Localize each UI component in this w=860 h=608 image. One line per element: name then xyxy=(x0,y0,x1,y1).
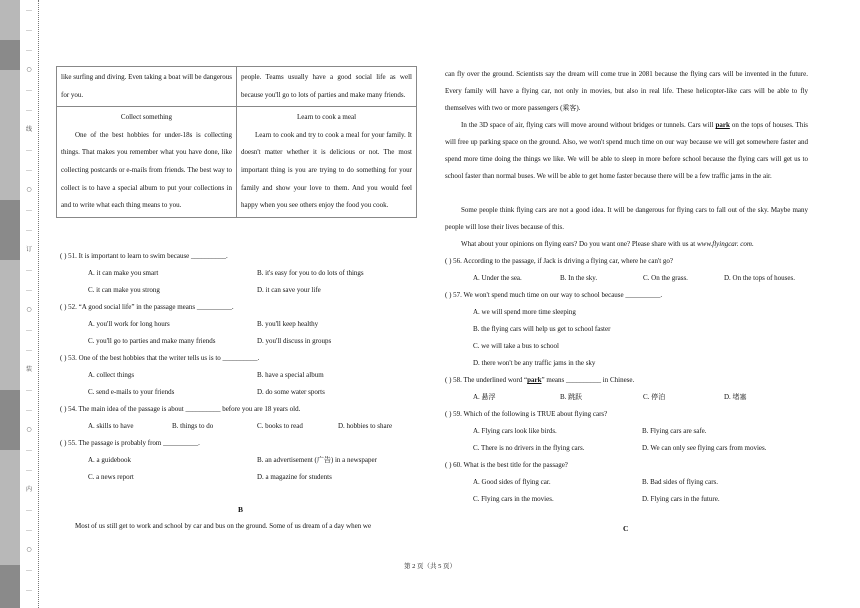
option: D. you'll discuss in groups xyxy=(257,337,332,345)
table-row xyxy=(57,67,417,107)
option: D. do some water sports xyxy=(257,388,325,396)
option: D. a magazine for students xyxy=(257,473,332,481)
option: B. In the sky. xyxy=(560,274,598,282)
table-row xyxy=(57,107,417,218)
passage-paragraph: Some people think flying cars are not a good idea. It will be dangerous for flying cars to fall out of the sky. Maybe many people will lose their lives because of this. xyxy=(445,206,808,231)
cell-text: like surfing and diving. Even taking a boat will be dangerous for you. xyxy=(61,73,232,99)
option: B. it's easy for you to do lots of things xyxy=(257,269,364,277)
cell-text: people. Teams usually have a good social life as well because you'll go to lots of parties and make many friends. xyxy=(241,73,412,99)
underlined-word: park xyxy=(715,121,730,129)
option: A. Flying cars look like birds. xyxy=(473,427,557,435)
option: B. have a special album xyxy=(257,371,324,379)
option: A. Good sides of flying car. xyxy=(473,478,551,486)
question-stem: ( ) 60. What is the best title for the passage? xyxy=(445,461,568,469)
option: B. Bad sides of flying cars. xyxy=(642,478,719,486)
question-stem: ( ) 59. Which of the following is TRUE about flying cars? xyxy=(445,410,608,418)
binding-mark: … xyxy=(26,26,32,33)
section-heading-c: C xyxy=(623,524,629,533)
option: D. 堵塞 xyxy=(724,393,747,401)
hobby-table xyxy=(56,66,417,218)
question-stem: ( ) 56. According to the passage, if Jack is driving a flying car, where he can't go? xyxy=(445,257,674,265)
table-cell xyxy=(57,107,237,218)
binding-mark: … xyxy=(26,326,32,333)
question-stem: ( ) 54. The main idea of the passage is about __________ before you are 18 years old. xyxy=(60,405,301,413)
binding-line xyxy=(38,0,39,608)
binding-mark: … xyxy=(26,6,32,13)
option: C. we will take a bus to school xyxy=(473,342,559,350)
question-stem: ( ) 53. One of the best hobbies that the writer tells us is to __________. xyxy=(60,354,260,362)
binding-mark: … xyxy=(26,506,32,513)
option: C. books to read xyxy=(257,422,303,430)
section-heading-b: B xyxy=(238,505,244,514)
binding-mark: … xyxy=(26,566,32,573)
option: A. a guidebook xyxy=(88,456,131,464)
passage-paragraph xyxy=(445,117,808,185)
option: A. Under the sea. xyxy=(473,274,522,282)
table-cell xyxy=(57,67,237,107)
binding-mark: … xyxy=(26,446,32,453)
binding-mark: ○ xyxy=(26,186,32,193)
binding-mark: … xyxy=(26,526,32,533)
option: C. 停泊 xyxy=(643,393,666,401)
binding-mark: 内 xyxy=(25,486,32,493)
binding-mark: … xyxy=(26,406,32,413)
passage-paragraph xyxy=(445,236,808,253)
question-stem: ( ) 57. We won't spend much time on our way to school because __________. xyxy=(445,291,663,299)
website-text: www.flyingcar. com xyxy=(697,240,752,248)
binding-mark: … xyxy=(26,346,32,353)
question-stem: ( ) 51. It is important to learn to swim because __________. xyxy=(60,252,228,260)
option: D. there won't be any traffic jams in the sky xyxy=(473,359,596,367)
binding-mark: … xyxy=(26,286,32,293)
binding-mark: … xyxy=(26,206,32,213)
page-footer: 第 2 页（共 5 页） xyxy=(404,563,456,570)
option: C. Flying cars in the movies. xyxy=(473,495,554,503)
binding-mark: ○ xyxy=(26,426,32,433)
option: D. On the tops of houses. xyxy=(724,274,795,282)
option: B. Flying cars are safe. xyxy=(642,427,707,435)
option: B. things to do xyxy=(172,422,214,430)
option: B. an advertisement (广告) in a newspaper xyxy=(257,456,377,464)
option: A. skills to have xyxy=(88,422,134,430)
binding-mark: … xyxy=(26,106,32,113)
cell-text: Learn to cook and try to cook a meal for your family. It doesn't matter whether it is delicious or not. The most important thing is you are trying to do something for your family and show your love to them. And you would feel happy when you see others enjoy the food you cook. xyxy=(241,130,412,210)
binding-mark: … xyxy=(26,226,32,233)
binding-mark: … xyxy=(26,266,32,273)
binding-marks xyxy=(21,0,37,608)
passage-paragraph: can fly over the ground. Scientists say the dream will come true in 2081 because the flying cars will be invented in the future. Every family will have a flying car, not only in movies, but also in real life. These helicopter-like cars will be able to fly themselves with two or more passengers (乘客). xyxy=(445,70,808,112)
binding-mark: … xyxy=(26,166,32,173)
option: D. hobbies to share xyxy=(338,422,393,430)
option: C. send e-mails to your friends xyxy=(88,388,175,396)
option: A. we will spend more time sleeping xyxy=(473,308,576,316)
text-run: on the tops of houses. This will free up parking space on the ground. Also, we won't spend much time on our way because we will get somewhere faster and spend more time doing the things we like. We will be able to sleep in more before school because the flying cars will get us to school faster than normal buses. We will be able to get home faster because there will be a few traffic jams in the air. xyxy=(445,121,808,180)
option: B. the flying cars will help us get to school faster xyxy=(473,325,611,333)
binding-mark: … xyxy=(26,386,32,393)
binding-mark: 线 xyxy=(25,126,32,133)
option: D. it can save your life xyxy=(257,286,321,294)
passage-b-intro: Most of us still get to work and school by car and bus on the ground. Some of us dream of a day when we xyxy=(75,522,372,530)
binding-mark: … xyxy=(26,146,32,153)
cell-title: Learn to cook a meal xyxy=(296,113,357,122)
text-run: In the 3D space of air, flying cars will move around without bridges or tunnels. Cars will xyxy=(461,121,716,129)
binding-strip xyxy=(0,0,20,608)
question-stem: ( ) 55. The passage is probably from __________. xyxy=(60,439,200,447)
text-run: What about your opinions on flying ears? Do you want one? Please share with us at xyxy=(461,240,698,248)
text-run: ( ) 58. The underlined word “ xyxy=(445,376,528,384)
binding-mark: ○ xyxy=(26,546,32,553)
option: B. 跳跃 xyxy=(560,393,583,401)
underlined-word: park xyxy=(527,376,542,384)
binding-mark: … xyxy=(26,46,32,53)
binding-mark: 装 xyxy=(25,366,32,373)
option: C. On the grass. xyxy=(643,274,688,282)
binding-mark: … xyxy=(26,466,32,473)
option: A. 悬浮 xyxy=(473,393,496,401)
option: A. it can make you smart xyxy=(88,269,159,277)
option: A. you'll work for long hours xyxy=(88,320,170,328)
option: B. you'll keep healthy xyxy=(257,320,319,328)
binding-mark: … xyxy=(26,86,32,93)
table-cell xyxy=(237,107,417,218)
text-run: . xyxy=(751,240,754,248)
table-cell xyxy=(237,67,417,107)
binding-mark: ○ xyxy=(26,306,32,313)
question-stem: ( ) 52. “A good social life” in the passage means __________. xyxy=(60,303,234,311)
binding-mark: … xyxy=(26,586,32,593)
option: C. it can make you strong xyxy=(88,286,160,294)
question-stem xyxy=(445,375,634,385)
option: C. you'll go to parties and make many friends xyxy=(88,337,216,345)
cell-title: Collect something xyxy=(120,113,173,122)
option: D. We can only see flying cars from movies. xyxy=(642,444,767,452)
option: A. collect things xyxy=(88,371,135,379)
option: D. Flying cars in the future. xyxy=(642,495,720,503)
binding-mark: ○ xyxy=(26,66,32,73)
text-run: ” means __________ in Chinese. xyxy=(541,376,635,384)
option: C. a news report xyxy=(88,473,134,481)
binding-mark: 订 xyxy=(25,246,32,253)
cell-text: One of the best hobbies for under-18s is collecting things. That makes you remember what you have done, like collecting postcards or e-mails from friends. The best way to collect is to have a special album to put your collections in and to write what each thing means to you. xyxy=(61,130,232,210)
option: C. There is no drivers in the flying cars. xyxy=(473,444,585,452)
